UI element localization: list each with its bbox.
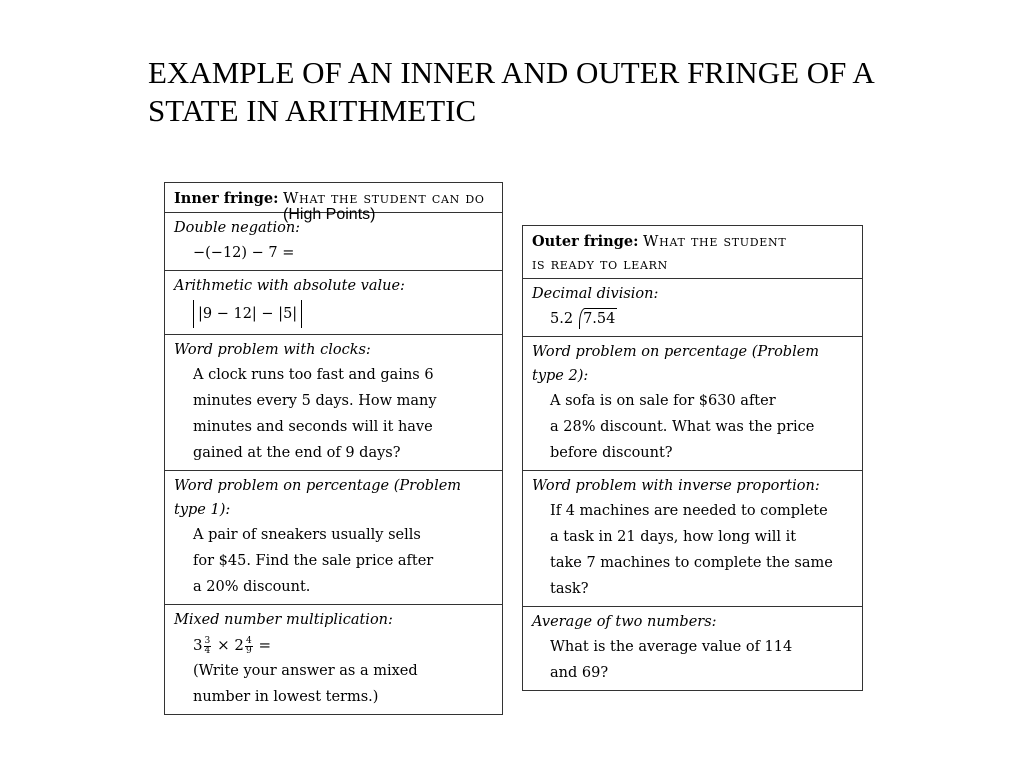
problem-line: What is the average value of 114 — [550, 639, 793, 655]
whole-part: 2 — [234, 636, 244, 654]
problem-line: A pair of sneakers usually sells — [193, 527, 421, 543]
dividend: 7.54 — [579, 308, 617, 329]
problem-line: If 4 machines are needed to complete — [550, 503, 828, 519]
problem-line: minutes and seconds will it have — [193, 419, 433, 435]
times-operator: × — [217, 636, 230, 654]
problem-line: a 28% discount. What was the price — [550, 419, 815, 435]
average-section — [523, 606, 862, 690]
outer-fringe-header — [523, 226, 862, 278]
mixed-multiplication-section — [165, 604, 502, 714]
long-division-expression — [532, 306, 853, 332]
category-label: Decimal division: — [532, 286, 659, 302]
whole-part: 3 — [193, 636, 203, 654]
fraction: $\frac{3}{4}$ — [204, 635, 211, 656]
category-label: Word problem with clocks: — [174, 342, 371, 358]
absolute-value-section — [165, 270, 502, 334]
outer-fringe-label: Outer fringe: — [532, 233, 639, 250]
outer-fringe-box — [522, 225, 863, 691]
inner-fringe-box — [164, 182, 503, 715]
decimal-division-section — [523, 278, 862, 336]
percentage-type1-section — [165, 470, 502, 604]
category-label: Average of two numbers: — [532, 614, 717, 630]
problem-line: for $45. Find the sale price after — [193, 553, 434, 569]
outer-fringe-caption: is ready to learn — [532, 255, 668, 273]
problem-line: task? — [550, 581, 589, 597]
fraction: $\frac{4}{9}$ — [245, 635, 252, 656]
category-label: Word problem on percentage (Problem — [532, 344, 820, 360]
problem-line: A clock runs too fast and gains 6 — [193, 367, 434, 383]
problem-line: minutes every 5 days. How many — [193, 393, 437, 409]
equals-sign: = — [258, 636, 272, 654]
problem-line: before discount? — [550, 445, 673, 461]
category-label: Arithmetic with absolute value: — [174, 278, 405, 294]
category-label: type 1): — [174, 502, 231, 518]
problem-line: a task in 21 days, how long will it — [550, 529, 797, 545]
percentage-type2-section — [523, 336, 862, 470]
outer-fringe-caption: What the student — [643, 232, 787, 250]
problem-line: gained at the end of 9 days? — [193, 445, 401, 461]
inner-fringe-label: Inner fringe: — [174, 190, 279, 207]
instruction-line: (Write your answer as a mixed — [193, 663, 418, 679]
category-label: type 2): — [532, 368, 589, 384]
problem-line: A sofa is on sale for $630 after — [550, 393, 776, 409]
divisor: 5.2 — [550, 311, 574, 327]
category-label: Mixed number multiplication: — [174, 612, 393, 628]
inverse-proportion-section — [523, 470, 862, 606]
mixed-number-expression — [174, 632, 493, 658]
category-label: Word problem with inverse proportion: — [532, 478, 820, 494]
inner-fringe-header — [165, 183, 502, 223]
category-label: Word problem on percentage (Problem — [174, 478, 462, 494]
double-negation-expression: −(−12) − 7 = — [193, 245, 295, 261]
high-points-note: (High Points) — [283, 206, 376, 223]
inner-fringe-caption: What the student can do — [283, 189, 485, 207]
absolute-value-expression: |9 − 12| − |5| — [193, 300, 302, 328]
problem-line: and 69? — [550, 665, 609, 681]
problem-line: a 20% discount. — [193, 579, 311, 595]
instruction-line: number in lowest terms.) — [193, 689, 379, 705]
problem-line: take 7 machines to complete the same — [550, 555, 833, 571]
slide-title: EXAMPLE OF AN INNER AND OUTER FRINGE OF A STATE IN ARITHMETIC — [148, 55, 874, 128]
clocks-section — [165, 334, 502, 470]
category-label: Double negation: — [174, 220, 301, 236]
